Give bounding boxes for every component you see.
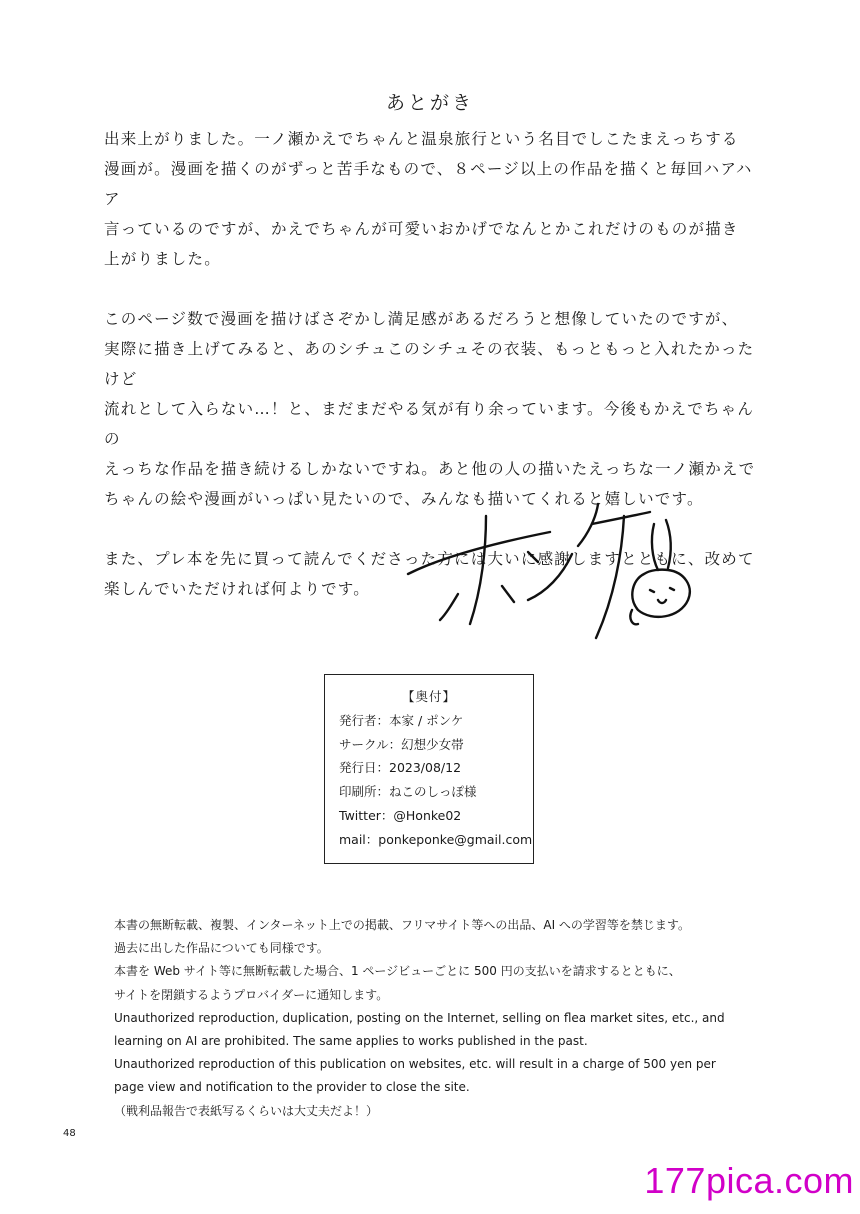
afterword-paragraph: このページ数で漫画を描けばさぞかし満足感があるだろうと想像していたのですが、 実際に描き上げてみると、あのシチュこのシチュその衣装、もっともっと入れたかったけど 流れとして入らない…！と、まだまだやる気が有り余っています。今後もかえでちゃんの えっちな作品を描き続けるしかないですね。あと他の人の描いたえっちな一ノ瀬かえで ちゃんの絵や漫画がいっぱい見たいので、みんなも描いてくれると嬉しいです。 — [104, 310, 756, 508]
colophon-publisher: 発行者：本家 / ポンケ — [339, 712, 464, 728]
notice-line: Unauthorized reproduction of this publication on websites, etc. will result in a charge of 500 yen per — [114, 1057, 716, 1072]
page-title: あとがき — [385, 92, 474, 114]
site-watermark: 177pica.com — [644, 1160, 854, 1201]
notice-line: （戦利品報告で表紙写るくらいは大丈夫だよ！） — [114, 1103, 379, 1118]
notice-line: learning on AI are prohibited. The same applies to works published in the past. — [114, 1034, 588, 1049]
author-signature — [400, 488, 710, 658]
colophon-mail: mail：ponkeponke@gmail.com — [339, 831, 533, 847]
copyright-notice — [114, 914, 764, 1123]
afterword-paragraph: 出来上がりました。一ノ瀬かえでちゃんと温泉旅行という名目でしこたまえっちする 漫画が。漫画を描くのがずっと苦手なもので、８ページ以上の作品を描くと毎回ハアハア 言っているのですが、かえでちゃんが可愛いおかげでなんとかこれだけのものが描き 上がりました。 — [104, 130, 753, 268]
notice-line: 過去に出した作品についても同様です。 — [114, 941, 329, 956]
notice-line: page view and notification to the provider to close the site. — [114, 1080, 470, 1095]
notice-line: 本書を Web サイト等に無断転載した場合、1 ページビューごとに 500 円の支払いを請求するとともに、 — [114, 964, 681, 979]
notice-line: 本書の無断転載、複製、インターネット上での掲載、フリマサイト等への出品、AI への学習等を禁じます。 — [114, 918, 690, 932]
colophon-release-date: 発行日：2023/08/12 — [339, 760, 462, 776]
colophon-twitter: Twitter：@Honke02 — [339, 807, 462, 823]
colophon-box — [324, 674, 534, 864]
colophon-heading: 【奥付】 — [401, 689, 456, 704]
afterword-paragraph: また、プレ本を先に買って読んでくださった方には大いに感謝しますとともに、改めて 楽しんでいただければ何よりです。 — [104, 550, 755, 598]
notice-line: サイトを閉鎖するようプロバイダーに通知します。 — [114, 987, 389, 1002]
page-number: 48 — [63, 1128, 76, 1139]
notice-line: Unauthorized reproduction, duplication, posting on the Internet, selling on flea market sites, etc., and — [114, 1010, 725, 1025]
colophon-circle: サークル：幻想少女帯 — [339, 736, 464, 752]
colophon-printer: 印刷所：ねこのしっぽ様 — [339, 784, 477, 800]
